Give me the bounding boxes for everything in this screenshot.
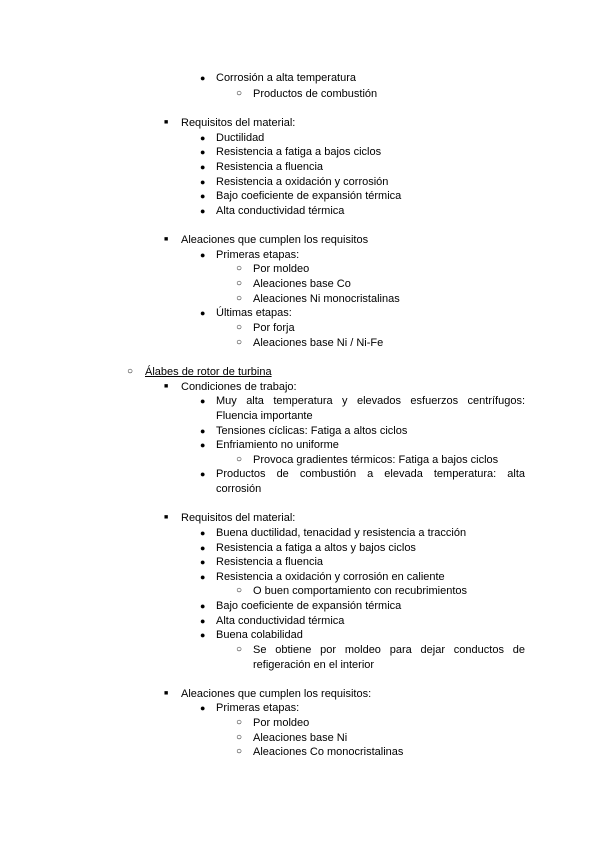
section-heading: Requisitos del material:: [181, 512, 296, 524]
bullet-icon: ●: [200, 572, 206, 582]
list-item: Resistencia a fatiga a altos y bajos ciclos: [216, 542, 416, 554]
bullet-icon: ●: [200, 528, 206, 538]
bullet-icon: ○: [236, 337, 243, 348]
list-item: Resistencia a oxidación y corrosión en caliente: [216, 571, 445, 583]
list-item: Productos de combustión: [253, 88, 378, 100]
bullet-icon: ●: [200, 703, 206, 713]
bullet-icon: ■: [164, 690, 169, 697]
bullet-icon: ●: [200, 469, 206, 479]
list-item: Buena ductilidad, tenacidad y resistencia a tracción: [216, 527, 467, 539]
list-item: Últimas etapas:: [216, 307, 292, 319]
bullet-icon: ●: [200, 543, 206, 553]
list-item-continuation: Fluencia importante: [216, 410, 313, 422]
bullet-icon: ○: [236, 88, 243, 99]
bullet-icon: ○: [127, 366, 134, 377]
bullet-icon: ●: [200, 147, 206, 157]
bullet-icon: ○: [236, 585, 243, 596]
bullet-icon: ○: [236, 644, 243, 655]
list-item: Aleaciones Co monocristalinas: [253, 746, 404, 758]
list-item: Por moldeo: [253, 717, 310, 729]
section-heading: Aleaciones que cumplen los requisitos:: [181, 688, 372, 700]
list-item: Alta conductividad térmica: [216, 205, 345, 217]
list-item: Tensiones cíclicas: Fatiga a altos ciclos: [216, 425, 408, 437]
bullet-icon: ●: [200, 426, 206, 436]
bullet-icon: ○: [236, 746, 243, 757]
bullet-icon: ○: [236, 293, 243, 304]
section-heading: Aleaciones que cumplen los requisitos: [181, 234, 369, 246]
list-item: Resistencia a oxidación y corrosión: [216, 176, 389, 188]
list-item: Por forja: [253, 322, 295, 334]
bullet-icon: ○: [236, 278, 243, 289]
bullet-icon: ●: [200, 630, 206, 640]
list-item: Muy alta temperatura y elevados esfuerzos centrífugos:: [216, 395, 525, 407]
list-item: Primeras etapas:: [216, 249, 300, 261]
list-item: Corrosión a alta temperatura: [216, 72, 357, 84]
list-item: Resistencia a fluencia: [216, 556, 324, 568]
bullet-icon: ●: [200, 440, 206, 450]
list-item-continuation: refigeración en el interior: [253, 659, 375, 671]
list-item: Aleaciones base Co: [253, 278, 351, 290]
list-item: Productos de combustión a elevada temperatura: alta: [216, 468, 525, 480]
bullet-icon: ●: [200, 601, 206, 611]
bullet-icon: ●: [200, 191, 206, 201]
list-item: Ductilidad: [216, 132, 265, 144]
list-item: Aleaciones base Ni: [253, 732, 348, 744]
list-item: Aleaciones Ni monocristalinas: [253, 293, 400, 305]
section-heading: Requisitos del material:: [181, 117, 296, 129]
bullet-icon: ■: [164, 119, 169, 126]
list-item-continuation: corrosión: [216, 483, 262, 495]
bullet-icon: ●: [200, 177, 206, 187]
bullet-icon: ●: [200, 250, 206, 260]
list-item: O buen comportamiento con recubrimientos: [253, 585, 467, 597]
bullet-icon: ●: [200, 396, 206, 406]
list-item: Alta conductividad térmica: [216, 615, 345, 627]
bullet-icon: ●: [200, 308, 206, 318]
list-item: Enfriamiento no uniforme: [216, 439, 339, 451]
bullet-icon: ●: [200, 557, 206, 567]
bullet-icon: ○: [236, 263, 243, 274]
list-item: Resistencia a fatiga a bajos ciclos: [216, 146, 382, 158]
list-item: Aleaciones base Ni / Ni-Fe: [253, 337, 384, 349]
bullet-icon: ○: [236, 732, 243, 743]
bullet-icon: ■: [164, 383, 169, 390]
bullet-icon: ■: [164, 236, 169, 243]
list-item: Primeras etapas:: [216, 702, 300, 714]
bullet-icon: ●: [200, 162, 206, 172]
bullet-icon: ●: [200, 133, 206, 143]
bullet-icon: ●: [200, 73, 206, 83]
section-heading: Condiciones de trabajo:: [181, 381, 297, 393]
bullet-icon: ○: [236, 717, 243, 728]
bullet-icon: ○: [236, 322, 243, 333]
list-item: Resistencia a fluencia: [216, 161, 324, 173]
list-item: Bajo coeficiente de expansión térmica: [216, 600, 402, 612]
bullet-icon: ■: [164, 514, 169, 521]
list-item: Buena colabilidad: [216, 629, 303, 641]
bullet-icon: ●: [200, 206, 206, 216]
bullet-icon: ●: [200, 616, 206, 626]
bullet-icon: ○: [236, 454, 243, 465]
list-item: Provoca gradientes térmicos: Fatiga a bajos ciclos: [253, 454, 499, 466]
section-title: Álabes de rotor de turbina: [145, 366, 272, 378]
list-item: Por moldeo: [253, 263, 310, 275]
list-item: Se obtiene por moldeo para dejar conductos de: [253, 644, 525, 656]
list-item: Bajo coeficiente de expansión térmica: [216, 190, 402, 202]
